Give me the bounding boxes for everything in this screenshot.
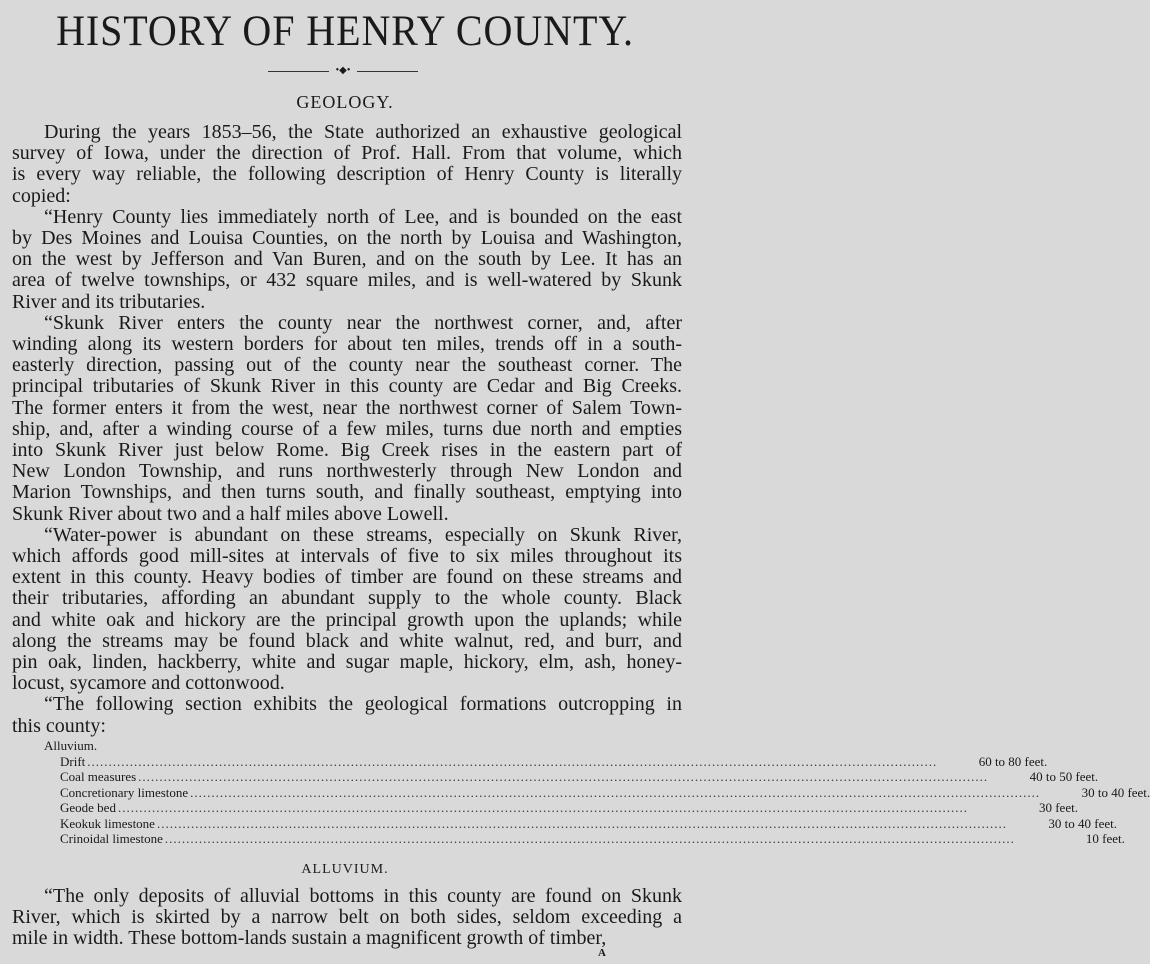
leader-dots: ........................................................................................................................................................................................................ [117, 800, 968, 815]
text-line: The former enters it from the west, near the northwest corner of Salem Town- [12, 396, 682, 419]
formation-thickness: 60 to 80 feet. [978, 753, 1048, 769]
text-line: on the west by Jefferson and Van Buren, and on the south by Lee. It has an [12, 248, 682, 271]
formation-row [44, 800, 1078, 816]
text-line: their tributaries, affording an abundant supply to the whole county. Black [12, 587, 682, 610]
text-line: pin oak, linden, hackberry, white and sugar maple, hickory, elm, ash, honey- [12, 651, 682, 674]
text-line: “Henry County lies immediately north of Lee, and is bounded on the east [44, 205, 682, 228]
section-heading: GEOLOGY. [296, 92, 394, 112]
text-line: easterly direction, passing out of the county near the southeast corner. The [12, 354, 682, 377]
formation-thickness: 10 feet. [1085, 831, 1125, 846]
page-title: HISTORY OF HENRY COUNTY. [56, 8, 634, 55]
paragraph [12, 886, 682, 950]
text-line: New London Township, and runs northwesterly through New London and [12, 460, 682, 483]
formation-thickness: 40 to 50 feet. [1029, 769, 1099, 784]
text-line: “The following section exhibits the geological formations outcropping in [44, 693, 682, 716]
formation-name: Keokuk limestone [60, 815, 155, 831]
formation-name: Drift [60, 753, 86, 769]
text-line: River, which is skirted by a narrow belt on both sides, seldom exceeding a [12, 906, 682, 929]
formation-row [44, 769, 1099, 785]
formation-name: Geode bed [60, 800, 116, 815]
formation-name: Concretionary limestone [60, 784, 189, 800]
formation-row [44, 831, 1125, 847]
leader-dots: ........................................................................................................................................................................................................ [138, 769, 989, 784]
leader-dots: ........................................................................................................................................................................................................ [87, 753, 938, 769]
formation-thickness: 30 to 40 feet. [1081, 784, 1150, 800]
paragraph [12, 525, 682, 695]
text-line: which affords good mill-sites at intervals of five to six miles throughout its [12, 545, 682, 568]
formations-table [44, 738, 1150, 847]
text-line: by Des Moines and Louisa Counties, on the north by Louisa and Washington, [12, 227, 682, 250]
formation-row [44, 784, 1150, 801]
text-line: winding along its western borders for about ten miles, trends off in a south- [12, 333, 682, 356]
text-line: During the years 1853–56, the State authorized an exhaustive geological [44, 121, 682, 143]
text-line: “Water-power is abundant on these streams, especially on Skunk River, [44, 523, 682, 546]
text-line: River and its tributaries. [12, 290, 206, 313]
text-line: into Skunk River just below Rome. Big Creek rises in the eastern part of [12, 439, 682, 462]
body-text [12, 122, 682, 737]
signature-mark: A [598, 947, 606, 959]
text-line: “Skunk River enters the county near the northwest corner, and, after [44, 311, 682, 334]
paragraph [12, 207, 682, 313]
leader-dots: ........................................................................................................................................................................................................ [190, 784, 1041, 800]
text-line: along the streams may be found black and white walnut, red, and burr, and [12, 629, 682, 652]
text-line: “The only deposits of alluvial bottoms in this county are found on Skunk [44, 885, 682, 907]
paragraph [12, 313, 682, 525]
text-line: is every way reliable, the following description of Henry County is literally [12, 163, 682, 186]
text-line: copied: [12, 184, 71, 207]
paragraph [12, 694, 682, 736]
formation-row [44, 815, 1117, 832]
text-line: area of twelve townships, or 432 square miles, and is well-watered by Skunk [12, 269, 682, 292]
formations-group-label: Alluvium. [44, 738, 98, 753]
sub-heading: ALLUVIUM. [301, 862, 389, 877]
leader-dots: ........................................................................................................................................................................................................ [156, 815, 1007, 831]
alluvium-text [12, 886, 682, 950]
text-line: Skunk River about two and a half miles above Lowell. [12, 502, 449, 525]
formation-thickness: 30 feet. [1038, 800, 1078, 815]
text-line: this county: [12, 714, 106, 737]
text-line: locust, sycamore and cottonwood. [12, 672, 285, 695]
paragraph [12, 122, 682, 207]
formation-row [44, 753, 1048, 770]
text-line: extent in this county. Heavy bodies of timber are found on these streams and [12, 566, 682, 589]
text-line: and white oak and hickory are the principal growth upon the uplands; while [12, 608, 682, 631]
ornament: •◆• [329, 64, 357, 78]
formation-name: Coal measures [60, 769, 137, 784]
text-line: ship, and, after a winding course of a few miles, turns due north and empties [12, 417, 682, 440]
formation-name: Crinoidal limestone [60, 831, 163, 846]
text-line: Marion Townships, and then turns south, and finally southeast, emptying into [12, 481, 682, 504]
text-line: survey of Iowa, under the direction of Prof. Hall. From that volume, which [12, 142, 682, 165]
leader-dots: ........................................................................................................................................................................................................ [164, 831, 1015, 846]
text-line: principal tributaries of Skunk River in this county are Cedar and Big Creeks. [12, 375, 682, 398]
text-line: mile in width. These bottom-lands sustain a magnificent growth of timber, [12, 927, 607, 950]
formation-thickness: 30 to 40 feet. [1048, 815, 1117, 831]
